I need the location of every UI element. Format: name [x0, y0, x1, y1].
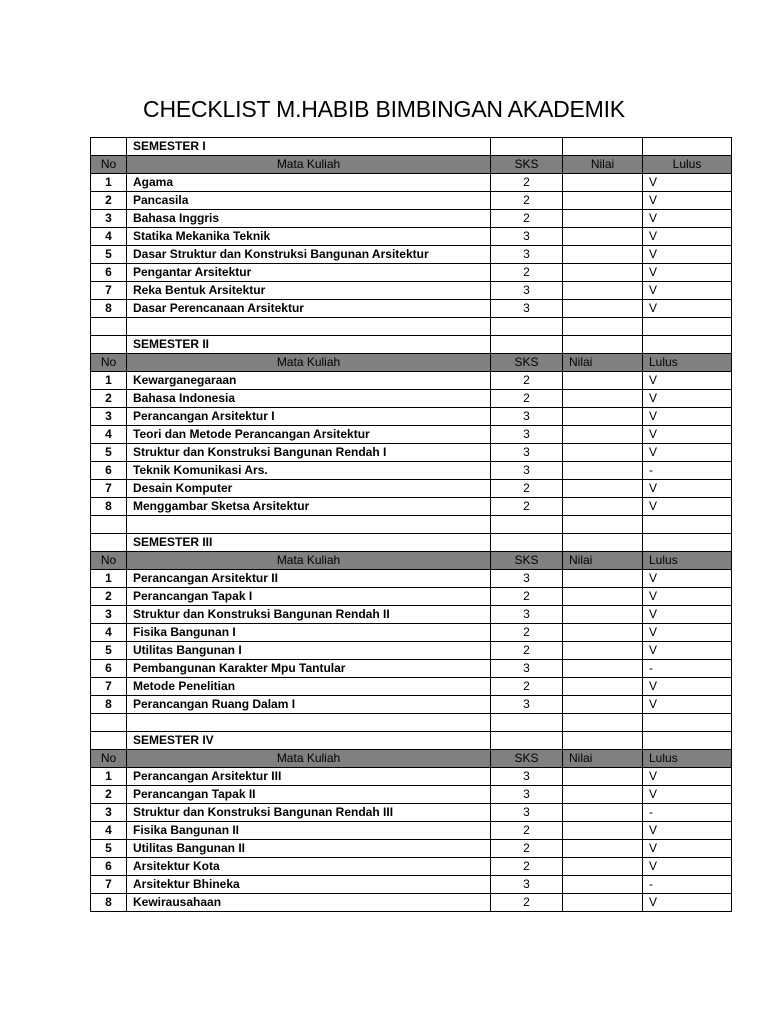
course-name: Statika Mekanika Teknik [127, 228, 491, 246]
empty-cell [563, 732, 643, 750]
course-nilai[interactable] [563, 246, 643, 264]
course-lulus: - [643, 804, 732, 822]
course-no: 3 [91, 606, 127, 624]
course-no: 1 [91, 174, 127, 192]
course-row [91, 786, 732, 804]
empty-cell [491, 714, 563, 732]
course-no: 8 [91, 696, 127, 714]
course-nilai[interactable] [563, 696, 643, 714]
course-lulus: - [643, 876, 732, 894]
course-nilai[interactable] [563, 894, 643, 912]
course-lulus: V [643, 858, 732, 876]
course-name: Arsitektur Kota [127, 858, 491, 876]
course-sks: 2 [491, 192, 563, 210]
course-row [91, 210, 732, 228]
course-nilai[interactable] [563, 300, 643, 318]
course-sks: 2 [491, 822, 563, 840]
course-name: Desain Komputer [127, 480, 491, 498]
course-sks: 3 [491, 444, 563, 462]
course-no: 1 [91, 570, 127, 588]
course-name: Agama [127, 174, 491, 192]
checklist-table [90, 137, 732, 912]
course-row [91, 372, 732, 390]
course-nilai[interactable] [563, 192, 643, 210]
course-no: 4 [91, 822, 127, 840]
header-no: No [91, 552, 127, 570]
empty-cell [491, 336, 563, 354]
semester-label-row [91, 534, 732, 552]
course-name: Dasar Perencanaan Arsitektur [127, 300, 491, 318]
empty-cell [91, 138, 127, 156]
course-sks: 2 [491, 588, 563, 606]
course-lulus: V [643, 606, 732, 624]
empty-cell [563, 714, 643, 732]
course-no: 1 [91, 768, 127, 786]
course-row [91, 660, 732, 678]
course-no: 5 [91, 246, 127, 264]
course-row [91, 570, 732, 588]
header-mata-kuliah: Mata Kuliah [127, 156, 491, 174]
empty-cell [91, 534, 127, 552]
course-sks: 2 [491, 372, 563, 390]
course-nilai[interactable] [563, 228, 643, 246]
course-nilai[interactable] [563, 282, 643, 300]
course-sks: 2 [491, 840, 563, 858]
course-sks: 2 [491, 390, 563, 408]
semester-label: SEMESTER II [127, 336, 491, 354]
course-name: Bahasa Indonesia [127, 390, 491, 408]
semester-label-row [91, 138, 732, 156]
empty-cell [491, 318, 563, 336]
course-no: 3 [91, 804, 127, 822]
course-sks: 3 [491, 570, 563, 588]
spacer-row [91, 318, 732, 336]
course-nilai[interactable] [563, 588, 643, 606]
course-lulus: V [643, 696, 732, 714]
course-name: Menggambar Sketsa Arsitektur [127, 498, 491, 516]
course-row [91, 462, 732, 480]
course-name: Teknik Komunikasi Ars. [127, 462, 491, 480]
course-row [91, 426, 732, 444]
empty-cell [91, 336, 127, 354]
course-no: 4 [91, 228, 127, 246]
header-mata-kuliah: Mata Kuliah [127, 354, 491, 372]
course-no: 2 [91, 588, 127, 606]
empty-cell [643, 138, 732, 156]
course-lulus: V [643, 498, 732, 516]
course-sks: 3 [491, 282, 563, 300]
course-name: Perancangan Tapak I [127, 588, 491, 606]
course-no: 3 [91, 408, 127, 426]
header-sks: SKS [491, 156, 563, 174]
header-lulus: Lulus [643, 156, 732, 174]
course-sks: 3 [491, 300, 563, 318]
course-row [91, 498, 732, 516]
course-row [91, 606, 732, 624]
header-row [91, 354, 732, 372]
course-row [91, 876, 732, 894]
course-name: Dasar Struktur dan Konstruksi Bangunan Arsitektur [127, 246, 491, 264]
course-row [91, 588, 732, 606]
course-lulus: V [643, 300, 732, 318]
course-nilai[interactable] [563, 768, 643, 786]
course-lulus: V [643, 246, 732, 264]
empty-cell [563, 516, 643, 534]
header-sks: SKS [491, 750, 563, 768]
course-lulus: V [643, 786, 732, 804]
course-no: 8 [91, 300, 127, 318]
semester-label-row [91, 336, 732, 354]
semester-label-row [91, 732, 732, 750]
empty-cell [643, 714, 732, 732]
course-sks: 3 [491, 606, 563, 624]
course-no: 5 [91, 642, 127, 660]
course-row [91, 390, 732, 408]
course-row [91, 174, 732, 192]
course-sks: 2 [491, 678, 563, 696]
empty-cell [91, 516, 127, 534]
course-sks: 2 [491, 480, 563, 498]
course-lulus: V [643, 174, 732, 192]
header-row [91, 156, 732, 174]
course-lulus: V [643, 390, 732, 408]
course-lulus: V [643, 588, 732, 606]
course-name: Struktur dan Konstruksi Bangunan Rendah I [127, 444, 491, 462]
course-nilai[interactable] [563, 786, 643, 804]
course-no: 2 [91, 192, 127, 210]
course-no: 5 [91, 840, 127, 858]
empty-cell [643, 732, 732, 750]
course-name: Struktur dan Konstruksi Bangunan Rendah III [127, 804, 491, 822]
header-no: No [91, 354, 127, 372]
course-row [91, 192, 732, 210]
course-row [91, 858, 732, 876]
course-sks: 3 [491, 696, 563, 714]
header-sks: SKS [491, 552, 563, 570]
course-row [91, 642, 732, 660]
course-no: 5 [91, 444, 127, 462]
course-nilai[interactable] [563, 426, 643, 444]
course-no: 1 [91, 372, 127, 390]
course-lulus: V [643, 822, 732, 840]
course-sks: 3 [491, 462, 563, 480]
header-mata-kuliah: Mata Kuliah [127, 552, 491, 570]
empty-cell [563, 318, 643, 336]
course-name: Perancangan Ruang Dalam I [127, 696, 491, 714]
course-name: Reka Bentuk Arsitektur [127, 282, 491, 300]
course-nilai[interactable] [563, 660, 643, 678]
course-name: Perancangan Arsitektur III [127, 768, 491, 786]
empty-cell [563, 138, 643, 156]
course-nilai[interactable] [563, 372, 643, 390]
course-no: 4 [91, 624, 127, 642]
course-row [91, 624, 732, 642]
course-lulus: V [643, 642, 732, 660]
course-nilai[interactable] [563, 624, 643, 642]
empty-cell [643, 534, 732, 552]
course-sks: 3 [491, 804, 563, 822]
course-lulus: V [643, 264, 732, 282]
course-lulus: V [643, 678, 732, 696]
semester-label: SEMESTER III [127, 534, 491, 552]
course-name: Pembangunan Karakter Mpu Tantular [127, 660, 491, 678]
course-name: Perancangan Arsitektur I [127, 408, 491, 426]
course-name: Kewirausahaan [127, 894, 491, 912]
header-lulus: Lulus [643, 552, 732, 570]
course-name: Fisika Bangunan II [127, 822, 491, 840]
header-row [91, 750, 732, 768]
header-row [91, 552, 732, 570]
empty-cell [643, 318, 732, 336]
course-nilai[interactable] [563, 858, 643, 876]
course-nilai[interactable] [563, 570, 643, 588]
course-no: 6 [91, 858, 127, 876]
course-no: 7 [91, 678, 127, 696]
course-no: 6 [91, 462, 127, 480]
course-sks: 3 [491, 768, 563, 786]
course-no: 2 [91, 786, 127, 804]
header-lulus: Lulus [643, 750, 732, 768]
empty-cell [127, 318, 491, 336]
course-name: Pengantar Arsitektur [127, 264, 491, 282]
course-row [91, 822, 732, 840]
course-nilai[interactable] [563, 678, 643, 696]
course-lulus: V [643, 570, 732, 588]
course-sks: 2 [491, 858, 563, 876]
course-nilai[interactable] [563, 642, 643, 660]
header-nilai: Nilai [563, 750, 643, 768]
course-row [91, 408, 732, 426]
empty-cell [491, 138, 563, 156]
course-lulus: V [643, 624, 732, 642]
course-name: Perancangan Tapak II [127, 786, 491, 804]
course-sks: 2 [491, 498, 563, 516]
course-no: 7 [91, 282, 127, 300]
course-lulus: V [643, 426, 732, 444]
empty-cell [91, 732, 127, 750]
course-row [91, 228, 732, 246]
course-name: Bahasa Inggris [127, 210, 491, 228]
course-nilai[interactable] [563, 174, 643, 192]
course-name: Struktur dan Konstruksi Bangunan Rendah II [127, 606, 491, 624]
course-name: Metode Penelitian [127, 678, 491, 696]
course-nilai[interactable] [563, 210, 643, 228]
course-name: Kewarganegaraan [127, 372, 491, 390]
empty-cell [491, 516, 563, 534]
course-lulus: V [643, 840, 732, 858]
course-sks: 2 [491, 210, 563, 228]
semester-label: SEMESTER I [127, 138, 491, 156]
empty-cell [91, 318, 127, 336]
course-sks: 2 [491, 174, 563, 192]
course-name: Perancangan Arsitektur II [127, 570, 491, 588]
course-nilai[interactable] [563, 480, 643, 498]
course-name: Teori dan Metode Perancangan Arsitektur [127, 426, 491, 444]
spacer-row [91, 714, 732, 732]
course-nilai[interactable] [563, 444, 643, 462]
course-row [91, 300, 732, 318]
course-sks: 2 [491, 642, 563, 660]
course-row [91, 678, 732, 696]
course-nilai[interactable] [563, 804, 643, 822]
course-sks: 3 [491, 228, 563, 246]
header-sks: SKS [491, 354, 563, 372]
course-sks: 3 [491, 426, 563, 444]
header-no: No [91, 156, 127, 174]
course-lulus: - [643, 462, 732, 480]
course-row [91, 246, 732, 264]
empty-cell [643, 516, 732, 534]
course-nilai[interactable] [563, 822, 643, 840]
course-row [91, 444, 732, 462]
empty-cell [91, 714, 127, 732]
header-nilai: Nilai [563, 156, 643, 174]
empty-cell [127, 516, 491, 534]
course-lulus: V [643, 192, 732, 210]
course-nilai[interactable] [563, 606, 643, 624]
course-name: Fisika Bangunan I [127, 624, 491, 642]
course-name: Arsitektur Bhineka [127, 876, 491, 894]
course-name: Pancasila [127, 192, 491, 210]
course-lulus: V [643, 444, 732, 462]
course-nilai[interactable] [563, 264, 643, 282]
header-nilai: Nilai [563, 354, 643, 372]
course-no: 6 [91, 660, 127, 678]
course-nilai[interactable] [563, 408, 643, 426]
empty-cell [563, 336, 643, 354]
empty-cell [563, 534, 643, 552]
course-no: 8 [91, 498, 127, 516]
empty-cell [643, 336, 732, 354]
course-name: Utilitas Bangunan I [127, 642, 491, 660]
header-no: No [91, 750, 127, 768]
course-row [91, 840, 732, 858]
course-no: 7 [91, 876, 127, 894]
empty-cell [127, 714, 491, 732]
page-title: CHECKLIST M.HABIB BIMBINGAN AKADEMIK [143, 96, 625, 122]
course-lulus: V [643, 372, 732, 390]
course-no: 4 [91, 426, 127, 444]
course-nilai[interactable] [563, 390, 643, 408]
course-sks: 3 [491, 660, 563, 678]
course-lulus: V [643, 210, 732, 228]
header-lulus: Lulus [643, 354, 732, 372]
course-no: 2 [91, 390, 127, 408]
course-no: 3 [91, 210, 127, 228]
course-row [91, 480, 732, 498]
course-lulus: - [643, 660, 732, 678]
header-nilai: Nilai [563, 552, 643, 570]
course-sks: 3 [491, 876, 563, 894]
course-nilai[interactable] [563, 498, 643, 516]
course-sks: 3 [491, 246, 563, 264]
course-row [91, 894, 732, 912]
course-sks: 2 [491, 264, 563, 282]
spacer-row [91, 516, 732, 534]
course-row [91, 696, 732, 714]
empty-cell [491, 732, 563, 750]
course-lulus: V [643, 480, 732, 498]
course-lulus: V [643, 894, 732, 912]
course-row [91, 282, 732, 300]
header-mata-kuliah: Mata Kuliah [127, 750, 491, 768]
course-sks: 2 [491, 894, 563, 912]
course-lulus: V [643, 282, 732, 300]
course-lulus: V [643, 228, 732, 246]
course-lulus: V [643, 408, 732, 426]
course-name: Utilitas Bangunan II [127, 840, 491, 858]
course-row [91, 804, 732, 822]
course-no: 7 [91, 480, 127, 498]
course-no: 8 [91, 894, 127, 912]
course-nilai[interactable] [563, 840, 643, 858]
semester-label: SEMESTER IV [127, 732, 491, 750]
empty-cell [491, 534, 563, 552]
course-nilai[interactable] [563, 462, 643, 480]
course-lulus: V [643, 768, 732, 786]
course-sks: 3 [491, 408, 563, 426]
course-no: 6 [91, 264, 127, 282]
course-sks: 2 [491, 624, 563, 642]
course-row [91, 768, 732, 786]
course-row [91, 264, 732, 282]
course-nilai[interactable] [563, 876, 643, 894]
course-sks: 3 [491, 786, 563, 804]
